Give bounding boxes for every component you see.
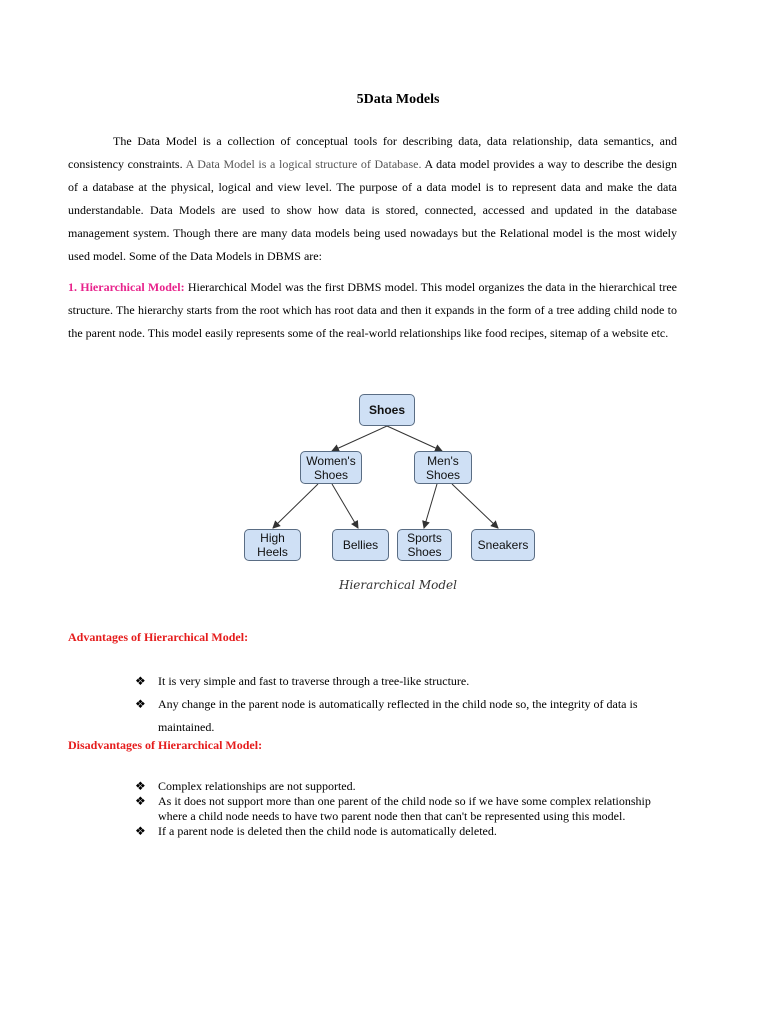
bullet-icon: ❖ <box>135 779 146 793</box>
bullet-icon: ❖ <box>135 824 146 838</box>
bullet-icon: ❖ <box>135 674 146 688</box>
node-high-heels: High Heels <box>244 529 301 561</box>
hierarchical-heading: 1. Hierarchical Model: <box>68 280 185 294</box>
diagram-caption: Hierarchical Model <box>339 578 457 592</box>
bullet-icon: ❖ <box>135 697 146 711</box>
hierarchical-diagram <box>240 388 540 598</box>
edge-womens-bellies <box>332 484 358 528</box>
page-title: 5Data Models <box>356 92 440 107</box>
intro-paragraph <box>68 130 677 268</box>
advantage-text: It is very simple and fast to traverse through a tree-like structure. <box>158 674 470 688</box>
disadvantage-text: Complex relationships are not supported. <box>158 779 356 793</box>
node-shoes: Shoes <box>359 394 415 426</box>
edge-mens-sports <box>424 484 437 528</box>
intro-text-2: A data model provides a way to describe the design of a database at the physical, logical and view level. The purpose of a data model is to represent data and make the data understandable. Data Models are used to show how data is stored, connected, accessed and updated in the database management system. Though there are many data models being used nowadays but the Relational model is the most widely used model. Some of the Data Models in DBMS are: <box>68 157 677 263</box>
list-item <box>135 824 680 839</box>
intro-text-1: The Data Model is a collection of conceptual tools for describing data, data relationship, data semantics, and consistency constraints. <box>68 134 677 171</box>
disadvantages-list <box>135 779 680 839</box>
list-item <box>135 670 680 693</box>
node-womens-shoes: Women's Shoes <box>300 451 362 484</box>
list-item <box>135 779 680 794</box>
edge-womens-highheels <box>273 484 318 528</box>
edge-root-mens <box>387 426 442 451</box>
node-sneakers: Sneakers <box>471 529 535 561</box>
hierarchical-paragraph <box>68 276 677 345</box>
node-mens-shoes: Men's Shoes <box>414 451 472 484</box>
node-sports-shoes: Sports Shoes <box>397 529 452 561</box>
edge-root-womens <box>332 426 387 451</box>
list-item <box>135 693 680 739</box>
advantages-list <box>135 670 680 739</box>
disadvantage-text: As it does not support more than one parent of the child node so if we have some complex relationship where a child node needs to have two parent node then that can't be represented using this model. <box>158 794 651 823</box>
edge-mens-sneakers <box>452 484 498 528</box>
advantages-heading: Advantages of Hierarchical Model: <box>68 630 249 644</box>
node-bellies: Bellies <box>332 529 389 561</box>
list-item <box>135 794 680 824</box>
intro-highlight: A Data Model is a logical structure of Database. <box>185 157 422 171</box>
bullet-icon: ❖ <box>135 794 146 808</box>
advantage-text: Any change in the parent node is automatically reflected in the child node so, the integrity of data is maintained. <box>158 697 638 734</box>
hierarchical-text: Hierarchical Model was the first DBMS model. This model organizes the data in the hierarchical tree structure. The hierarchy starts from the root which has root data and then it expands in the form of a tree adding child node to the parent node. This model easily represents some of the real-world relationships like food recipes, sitemap of a website etc. <box>68 280 677 340</box>
disadvantages-heading: Disadvantages of Hierarchical Model: <box>68 738 263 752</box>
disadvantage-text: If a parent node is deleted then the child node is automatically deleted. <box>158 824 497 838</box>
